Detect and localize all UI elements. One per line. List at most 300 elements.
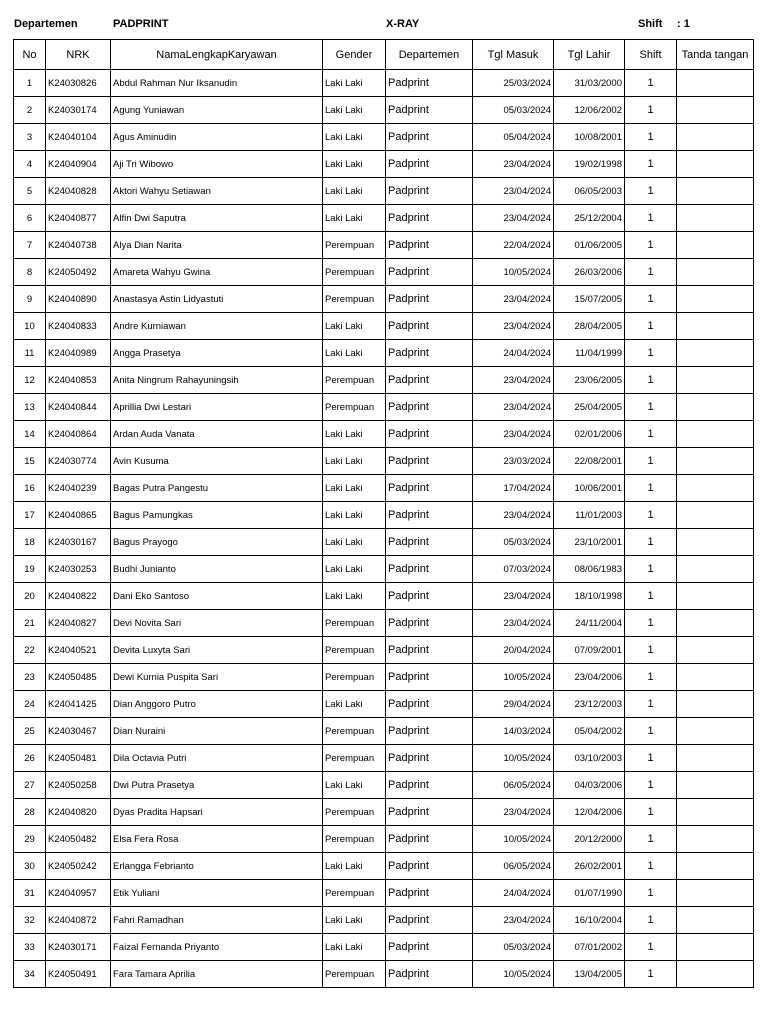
cell-signature[interactable] bbox=[677, 178, 754, 205]
table-row bbox=[14, 718, 754, 745]
table-row bbox=[14, 178, 754, 205]
col-header-shift: Shift bbox=[625, 40, 677, 70]
cell-no: 17 bbox=[14, 502, 46, 529]
cell-signature[interactable] bbox=[677, 637, 754, 664]
cell-nrk: K24040820 bbox=[46, 799, 111, 826]
cell-no: 25 bbox=[14, 718, 46, 745]
cell-birth-date: 23/10/2001 bbox=[554, 529, 625, 556]
cell-join-date: 10/05/2024 bbox=[473, 826, 554, 853]
cell-no: 4 bbox=[14, 151, 46, 178]
cell-signature[interactable] bbox=[677, 448, 754, 475]
cell-signature[interactable] bbox=[677, 934, 754, 961]
cell-nrk: K24040853 bbox=[46, 367, 111, 394]
department-value: PADPRINT bbox=[113, 18, 169, 30]
cell-department: Padprint bbox=[386, 799, 473, 826]
cell-join-date: 23/03/2024 bbox=[473, 448, 554, 475]
table-row bbox=[14, 691, 754, 718]
cell-shift: 1 bbox=[625, 124, 677, 151]
table-row bbox=[14, 367, 754, 394]
table-row bbox=[14, 556, 754, 583]
cell-gender: Laki Laki bbox=[323, 853, 386, 880]
table-row bbox=[14, 799, 754, 826]
cell-signature[interactable] bbox=[677, 313, 754, 340]
cell-signature[interactable] bbox=[677, 286, 754, 313]
cell-no: 14 bbox=[14, 421, 46, 448]
table-row bbox=[14, 583, 754, 610]
cell-signature[interactable] bbox=[677, 664, 754, 691]
cell-no: 29 bbox=[14, 826, 46, 853]
cell-nrk: K24040521 bbox=[46, 637, 111, 664]
cell-gender: Perempuan bbox=[323, 664, 386, 691]
cell-birth-date: 19/02/1998 bbox=[554, 151, 625, 178]
cell-shift: 1 bbox=[625, 421, 677, 448]
table-row bbox=[14, 70, 754, 97]
cell-gender: Laki Laki bbox=[323, 583, 386, 610]
cell-join-date: 05/03/2024 bbox=[473, 97, 554, 124]
cell-department: Padprint bbox=[386, 745, 473, 772]
cell-birth-date: 28/04/2005 bbox=[554, 313, 625, 340]
cell-signature[interactable] bbox=[677, 232, 754, 259]
shift-value: : 1 bbox=[677, 18, 690, 30]
cell-no: 12 bbox=[14, 367, 46, 394]
cell-shift: 1 bbox=[625, 340, 677, 367]
cell-gender: Laki Laki bbox=[323, 448, 386, 475]
cell-birth-date: 23/04/2006 bbox=[554, 664, 625, 691]
cell-signature[interactable] bbox=[677, 502, 754, 529]
cell-nrk: K24050482 bbox=[46, 826, 111, 853]
cell-gender: Perempuan bbox=[323, 961, 386, 988]
cell-birth-date: 23/12/2003 bbox=[554, 691, 625, 718]
cell-birth-date: 11/01/2003 bbox=[554, 502, 625, 529]
cell-shift: 1 bbox=[625, 232, 677, 259]
cell-no: 18 bbox=[14, 529, 46, 556]
cell-nrk: K24030774 bbox=[46, 448, 111, 475]
cell-gender: Laki Laki bbox=[323, 97, 386, 124]
table-row bbox=[14, 529, 754, 556]
col-header-no: No bbox=[14, 40, 46, 70]
cell-join-date: 23/04/2024 bbox=[473, 367, 554, 394]
cell-gender: Laki Laki bbox=[323, 205, 386, 232]
cell-no: 23 bbox=[14, 664, 46, 691]
cell-nrk: K24040833 bbox=[46, 313, 111, 340]
cell-join-date: 23/04/2024 bbox=[473, 421, 554, 448]
cell-signature[interactable] bbox=[677, 772, 754, 799]
cell-gender: Perempuan bbox=[323, 259, 386, 286]
cell-signature[interactable] bbox=[677, 340, 754, 367]
cell-signature[interactable] bbox=[677, 259, 754, 286]
cell-department: Padprint bbox=[386, 610, 473, 637]
col-header-department: Departemen bbox=[386, 40, 473, 70]
table-row bbox=[14, 394, 754, 421]
cell-name: Devita Luxyta Sari bbox=[111, 637, 323, 664]
category-title: X-RAY bbox=[386, 18, 420, 30]
cell-shift: 1 bbox=[625, 961, 677, 988]
table-row bbox=[14, 745, 754, 772]
cell-birth-date: 02/01/2006 bbox=[554, 421, 625, 448]
cell-nrk: K24030467 bbox=[46, 718, 111, 745]
cell-signature[interactable] bbox=[677, 475, 754, 502]
cell-department: Padprint bbox=[386, 151, 473, 178]
department-label: Departemen bbox=[14, 18, 78, 30]
cell-no: 10 bbox=[14, 313, 46, 340]
cell-nrk: K24040877 bbox=[46, 205, 111, 232]
cell-name: Aprillia Dwi Lestari bbox=[111, 394, 323, 421]
cell-department: Padprint bbox=[386, 259, 473, 286]
cell-shift: 1 bbox=[625, 637, 677, 664]
cell-shift: 1 bbox=[625, 556, 677, 583]
cell-signature[interactable] bbox=[677, 799, 754, 826]
cell-name: Alya Dian Narita bbox=[111, 232, 323, 259]
cell-nrk: K24040864 bbox=[46, 421, 111, 448]
table-row bbox=[14, 637, 754, 664]
cell-name: Fahri Ramadhan bbox=[111, 907, 323, 934]
cell-no: 16 bbox=[14, 475, 46, 502]
table-row bbox=[14, 340, 754, 367]
cell-nrk: K24030174 bbox=[46, 97, 111, 124]
cell-no: 32 bbox=[14, 907, 46, 934]
cell-join-date: 22/04/2024 bbox=[473, 232, 554, 259]
cell-birth-date: 10/08/2001 bbox=[554, 124, 625, 151]
cell-birth-date: 26/03/2006 bbox=[554, 259, 625, 286]
cell-shift: 1 bbox=[625, 286, 677, 313]
cell-name: Anastasya Astin Lidyastuti bbox=[111, 286, 323, 313]
cell-gender: Laki Laki bbox=[323, 124, 386, 151]
table-header-row bbox=[14, 40, 754, 70]
cell-name: Dila Octavia Putri bbox=[111, 745, 323, 772]
cell-birth-date: 07/09/2001 bbox=[554, 637, 625, 664]
cell-shift: 1 bbox=[625, 475, 677, 502]
cell-signature[interactable] bbox=[677, 556, 754, 583]
cell-birth-date: 11/04/1999 bbox=[554, 340, 625, 367]
cell-signature[interactable] bbox=[677, 691, 754, 718]
cell-nrk: K24040957 bbox=[46, 880, 111, 907]
cell-birth-date: 25/04/2005 bbox=[554, 394, 625, 421]
table-row bbox=[14, 880, 754, 907]
cell-name: Faizal Fernanda Priyanto bbox=[111, 934, 323, 961]
cell-department: Padprint bbox=[386, 718, 473, 745]
cell-gender: Perempuan bbox=[323, 232, 386, 259]
cell-nrk: K24050492 bbox=[46, 259, 111, 286]
cell-no: 7 bbox=[14, 232, 46, 259]
shift-label: Shift bbox=[638, 18, 663, 30]
table-row bbox=[14, 961, 754, 988]
cell-department: Padprint bbox=[386, 637, 473, 664]
cell-name: Angga Prasetya bbox=[111, 340, 323, 367]
cell-birth-date: 20/12/2000 bbox=[554, 826, 625, 853]
cell-gender: Laki Laki bbox=[323, 934, 386, 961]
cell-no: 8 bbox=[14, 259, 46, 286]
cell-nrk: K24030826 bbox=[46, 70, 111, 97]
cell-join-date: 23/04/2024 bbox=[473, 583, 554, 610]
cell-birth-date: 13/04/2005 bbox=[554, 961, 625, 988]
cell-department: Padprint bbox=[386, 313, 473, 340]
cell-name: Abdul Rahman Nur Iksanudin bbox=[111, 70, 323, 97]
cell-no: 20 bbox=[14, 583, 46, 610]
cell-gender: Laki Laki bbox=[323, 475, 386, 502]
cell-name: Bagus Prayogo bbox=[111, 529, 323, 556]
cell-name: Devi Novita Sari bbox=[111, 610, 323, 637]
cell-no: 34 bbox=[14, 961, 46, 988]
cell-gender: Perempuan bbox=[323, 637, 386, 664]
cell-nrk: K24040239 bbox=[46, 475, 111, 502]
cell-signature[interactable] bbox=[677, 853, 754, 880]
cell-birth-date: 06/05/2003 bbox=[554, 178, 625, 205]
cell-signature[interactable] bbox=[677, 745, 754, 772]
cell-name: Amareta Wahyu Gwina bbox=[111, 259, 323, 286]
cell-no: 21 bbox=[14, 610, 46, 637]
cell-department: Padprint bbox=[386, 232, 473, 259]
cell-signature[interactable] bbox=[677, 421, 754, 448]
cell-no: 19 bbox=[14, 556, 46, 583]
cell-name: Fara Tamara Aprilia bbox=[111, 961, 323, 988]
cell-join-date: 05/03/2024 bbox=[473, 934, 554, 961]
cell-gender: Perempuan bbox=[323, 799, 386, 826]
cell-shift: 1 bbox=[625, 97, 677, 124]
cell-department: Padprint bbox=[386, 934, 473, 961]
cell-birth-date: 01/06/2005 bbox=[554, 232, 625, 259]
cell-signature[interactable] bbox=[677, 961, 754, 988]
cell-gender: Perempuan bbox=[323, 826, 386, 853]
cell-birth-date: 24/11/2004 bbox=[554, 610, 625, 637]
table-row bbox=[14, 853, 754, 880]
cell-join-date: 23/04/2024 bbox=[473, 907, 554, 934]
cell-signature[interactable] bbox=[677, 880, 754, 907]
cell-department: Padprint bbox=[386, 907, 473, 934]
cell-nrk: K24040827 bbox=[46, 610, 111, 637]
cell-nrk: K24040828 bbox=[46, 178, 111, 205]
cell-no: 9 bbox=[14, 286, 46, 313]
cell-signature[interactable] bbox=[677, 367, 754, 394]
cell-department: Padprint bbox=[386, 826, 473, 853]
cell-no: 13 bbox=[14, 394, 46, 421]
cell-no: 15 bbox=[14, 448, 46, 475]
cell-birth-date: 07/01/2002 bbox=[554, 934, 625, 961]
table-row bbox=[14, 502, 754, 529]
cell-gender: Laki Laki bbox=[323, 529, 386, 556]
cell-name: Dani Eko Santoso bbox=[111, 583, 323, 610]
cell-name: Bagus Pamungkas bbox=[111, 502, 323, 529]
cell-department: Padprint bbox=[386, 556, 473, 583]
cell-nrk: K24040865 bbox=[46, 502, 111, 529]
cell-shift: 1 bbox=[625, 394, 677, 421]
cell-signature[interactable] bbox=[677, 826, 754, 853]
cell-no: 1 bbox=[14, 70, 46, 97]
cell-join-date: 24/04/2024 bbox=[473, 340, 554, 367]
table-row bbox=[14, 151, 754, 178]
cell-gender: Perempuan bbox=[323, 610, 386, 637]
cell-join-date: 24/04/2024 bbox=[473, 880, 554, 907]
cell-signature[interactable] bbox=[677, 151, 754, 178]
cell-gender: Laki Laki bbox=[323, 907, 386, 934]
cell-name: Dian Nuraini bbox=[111, 718, 323, 745]
cell-birth-date: 15/07/2005 bbox=[554, 286, 625, 313]
table-row bbox=[14, 826, 754, 853]
table-row bbox=[14, 421, 754, 448]
cell-name: Dewi Kurnia Puspita Sari bbox=[111, 664, 323, 691]
cell-birth-date: 08/06/1983 bbox=[554, 556, 625, 583]
cell-no: 6 bbox=[14, 205, 46, 232]
cell-signature[interactable] bbox=[677, 718, 754, 745]
cell-signature[interactable] bbox=[677, 97, 754, 124]
col-header-signature: Tanda tangan bbox=[677, 40, 754, 70]
cell-signature[interactable] bbox=[677, 70, 754, 97]
cell-birth-date: 22/08/2001 bbox=[554, 448, 625, 475]
cell-gender: Laki Laki bbox=[323, 556, 386, 583]
table-row bbox=[14, 475, 754, 502]
col-header-nrk: NRK bbox=[46, 40, 111, 70]
cell-shift: 1 bbox=[625, 448, 677, 475]
cell-shift: 1 bbox=[625, 259, 677, 286]
cell-join-date: 23/04/2024 bbox=[473, 610, 554, 637]
cell-no: 24 bbox=[14, 691, 46, 718]
cell-shift: 1 bbox=[625, 826, 677, 853]
cell-nrk: K24050485 bbox=[46, 664, 111, 691]
cell-no: 28 bbox=[14, 799, 46, 826]
cell-department: Padprint bbox=[386, 340, 473, 367]
cell-name: Dian Anggoro Putro bbox=[111, 691, 323, 718]
cell-name: Elsa Fera Rosa bbox=[111, 826, 323, 853]
cell-join-date: 25/03/2024 bbox=[473, 70, 554, 97]
cell-nrk: K24030253 bbox=[46, 556, 111, 583]
cell-name: Aji Tri Wibowo bbox=[111, 151, 323, 178]
cell-join-date: 10/05/2024 bbox=[473, 259, 554, 286]
cell-shift: 1 bbox=[625, 718, 677, 745]
cell-nrk: K24030171 bbox=[46, 934, 111, 961]
cell-department: Padprint bbox=[386, 691, 473, 718]
cell-gender: Perempuan bbox=[323, 367, 386, 394]
cell-shift: 1 bbox=[625, 178, 677, 205]
cell-shift: 1 bbox=[625, 583, 677, 610]
cell-birth-date: 12/04/2006 bbox=[554, 799, 625, 826]
cell-no: 31 bbox=[14, 880, 46, 907]
cell-no: 30 bbox=[14, 853, 46, 880]
cell-shift: 1 bbox=[625, 502, 677, 529]
cell-join-date: 23/04/2024 bbox=[473, 178, 554, 205]
table-row bbox=[14, 97, 754, 124]
cell-shift: 1 bbox=[625, 853, 677, 880]
cell-gender: Laki Laki bbox=[323, 691, 386, 718]
cell-gender: Perempuan bbox=[323, 394, 386, 421]
cell-shift: 1 bbox=[625, 205, 677, 232]
cell-nrk: K24040822 bbox=[46, 583, 111, 610]
table-row bbox=[14, 205, 754, 232]
cell-birth-date: 23/06/2005 bbox=[554, 367, 625, 394]
cell-birth-date: 01/07/1990 bbox=[554, 880, 625, 907]
cell-department: Padprint bbox=[386, 124, 473, 151]
cell-department: Padprint bbox=[386, 178, 473, 205]
cell-join-date: 23/04/2024 bbox=[473, 151, 554, 178]
cell-nrk: K24040844 bbox=[46, 394, 111, 421]
cell-gender: Perempuan bbox=[323, 745, 386, 772]
cell-signature[interactable] bbox=[677, 529, 754, 556]
cell-shift: 1 bbox=[625, 745, 677, 772]
cell-nrk: K24050258 bbox=[46, 772, 111, 799]
table-row bbox=[14, 259, 754, 286]
cell-join-date: 20/04/2024 bbox=[473, 637, 554, 664]
cell-department: Padprint bbox=[386, 70, 473, 97]
cell-nrk: K24040890 bbox=[46, 286, 111, 313]
cell-gender: Perempuan bbox=[323, 718, 386, 745]
cell-nrk: K24050242 bbox=[46, 853, 111, 880]
table-row bbox=[14, 124, 754, 151]
cell-signature[interactable] bbox=[677, 124, 754, 151]
cell-nrk: K24040989 bbox=[46, 340, 111, 367]
cell-no: 22 bbox=[14, 637, 46, 664]
cell-join-date: 23/04/2024 bbox=[473, 205, 554, 232]
cell-birth-date: 26/02/2001 bbox=[554, 853, 625, 880]
cell-signature[interactable] bbox=[677, 583, 754, 610]
cell-gender: Laki Laki bbox=[323, 313, 386, 340]
col-header-name: NamaLengkapKaryawan bbox=[111, 40, 323, 70]
cell-name: Agus Aminudin bbox=[111, 124, 323, 151]
table-row bbox=[14, 286, 754, 313]
cell-shift: 1 bbox=[625, 529, 677, 556]
cell-join-date: 05/03/2024 bbox=[473, 529, 554, 556]
cell-department: Padprint bbox=[386, 367, 473, 394]
cell-name: Dyas Pradita Hapsari bbox=[111, 799, 323, 826]
cell-shift: 1 bbox=[625, 664, 677, 691]
cell-birth-date: 10/06/2001 bbox=[554, 475, 625, 502]
cell-join-date: 23/04/2024 bbox=[473, 394, 554, 421]
cell-shift: 1 bbox=[625, 691, 677, 718]
cell-gender: Perempuan bbox=[323, 286, 386, 313]
cell-nrk: K24040738 bbox=[46, 232, 111, 259]
cell-shift: 1 bbox=[625, 880, 677, 907]
table-row bbox=[14, 448, 754, 475]
table-row bbox=[14, 934, 754, 961]
cell-shift: 1 bbox=[625, 907, 677, 934]
cell-shift: 1 bbox=[625, 70, 677, 97]
cell-department: Padprint bbox=[386, 529, 473, 556]
cell-birth-date: 18/10/1998 bbox=[554, 583, 625, 610]
table-row bbox=[14, 610, 754, 637]
cell-nrk: K24050491 bbox=[46, 961, 111, 988]
cell-join-date: 29/04/2024 bbox=[473, 691, 554, 718]
cell-department: Padprint bbox=[386, 961, 473, 988]
table-row bbox=[14, 313, 754, 340]
cell-no: 2 bbox=[14, 97, 46, 124]
cell-join-date: 10/05/2024 bbox=[473, 961, 554, 988]
cell-department: Padprint bbox=[386, 475, 473, 502]
cell-name: Agung Yuniawan bbox=[111, 97, 323, 124]
cell-birth-date: 04/03/2006 bbox=[554, 772, 625, 799]
cell-department: Padprint bbox=[386, 97, 473, 124]
cell-department: Padprint bbox=[386, 394, 473, 421]
cell-signature[interactable] bbox=[677, 610, 754, 637]
cell-gender: Laki Laki bbox=[323, 421, 386, 448]
cell-join-date: 07/03/2024 bbox=[473, 556, 554, 583]
cell-gender: Laki Laki bbox=[323, 70, 386, 97]
cell-no: 3 bbox=[14, 124, 46, 151]
cell-signature[interactable] bbox=[677, 394, 754, 421]
cell-name: Aktori Wahyu Setiawan bbox=[111, 178, 323, 205]
cell-signature[interactable] bbox=[677, 907, 754, 934]
cell-birth-date: 25/12/2004 bbox=[554, 205, 625, 232]
cell-gender: Laki Laki bbox=[323, 178, 386, 205]
cell-department: Padprint bbox=[386, 205, 473, 232]
cell-join-date: 14/03/2024 bbox=[473, 718, 554, 745]
cell-no: 27 bbox=[14, 772, 46, 799]
cell-birth-date: 05/04/2002 bbox=[554, 718, 625, 745]
cell-signature[interactable] bbox=[677, 205, 754, 232]
cell-department: Padprint bbox=[386, 880, 473, 907]
cell-join-date: 23/04/2024 bbox=[473, 799, 554, 826]
cell-birth-date: 16/10/2004 bbox=[554, 907, 625, 934]
cell-department: Padprint bbox=[386, 853, 473, 880]
cell-department: Padprint bbox=[386, 421, 473, 448]
cell-no: 11 bbox=[14, 340, 46, 367]
col-header-join-date: Tgl Masuk bbox=[473, 40, 554, 70]
